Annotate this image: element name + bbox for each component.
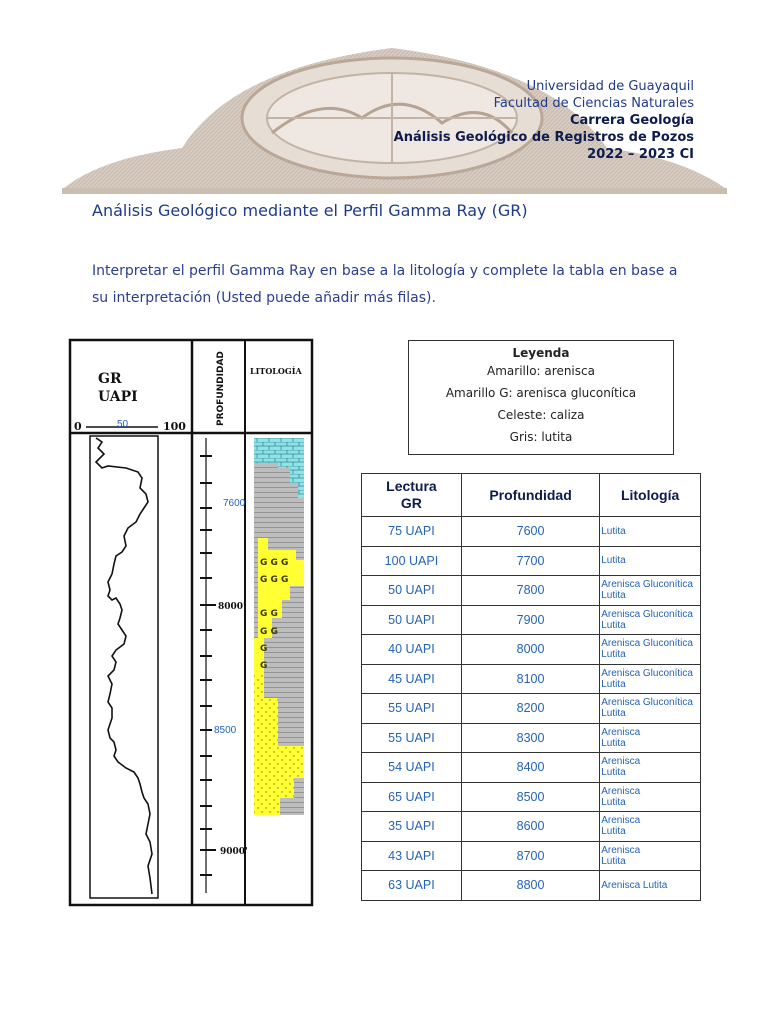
header-depth: Profundidad (461, 474, 599, 517)
lithology-cell[interactable]: Lutita (600, 546, 701, 576)
legend-box (408, 340, 674, 455)
lithology-column (254, 438, 304, 815)
depth-cell[interactable]: 8000 (461, 635, 599, 665)
depth-cell[interactable]: 7600 (461, 517, 599, 547)
depth-cell[interactable]: 7900 (461, 605, 599, 635)
depth-cell[interactable]: 8500 (461, 782, 599, 812)
svg-text:G G G: G G G (260, 558, 289, 568)
scale-mid: 50 (117, 419, 129, 430)
gr-reading-cell[interactable]: 100 UAPI (362, 546, 462, 576)
depth-cell[interactable]: 8800 (461, 871, 599, 901)
scale-min: 0 (74, 420, 82, 433)
table-row (362, 576, 701, 606)
table-row (362, 517, 701, 547)
gr-reading-cell[interactable]: 43 UAPI (362, 841, 462, 871)
lithology-header: LITOLOGÍA (250, 366, 302, 376)
table-row (362, 635, 701, 665)
legend-title: Leyenda (512, 346, 570, 360)
lithology-cell[interactable]: Arenisca Lutita (600, 723, 701, 753)
table-row (362, 753, 701, 783)
legend-item-sandstone: Amarillo: arenisca (487, 364, 595, 378)
academic-period: 2022 – 2023 CI (587, 147, 694, 162)
gr-reading-cell[interactable]: 50 UAPI (362, 576, 462, 606)
gr-reading-cell[interactable]: 50 UAPI (362, 605, 462, 635)
lithology-cell[interactable]: Arenisca Lutita (600, 782, 701, 812)
depth-cell[interactable]: 8700 (461, 841, 599, 871)
svg-text:G G: G G (260, 609, 278, 619)
instructions-text: Interpretar el perfil Gamma Ray en base a la litología y complete la tabla en base a su interpretación (Usted puede añadir más filas). (92, 263, 678, 306)
scale-max: 100 (163, 420, 186, 433)
gr-reading-cell[interactable]: 55 UAPI (362, 723, 462, 753)
table-row (362, 546, 701, 576)
lithology-cell[interactable]: Arenisca Gluconítica Lutita (600, 576, 701, 606)
gr-reading-cell[interactable]: 75 UAPI (362, 517, 462, 547)
table-row (362, 782, 701, 812)
interpretation-table (361, 473, 701, 901)
depth-label-9000: 9000' (220, 847, 248, 857)
table-row (362, 871, 701, 901)
depth-label-8500: 8500 (214, 725, 237, 736)
svg-text:G: G (260, 644, 268, 654)
gr-reading-cell[interactable]: 65 UAPI (362, 782, 462, 812)
gr-reading-cell[interactable]: 45 UAPI (362, 664, 462, 694)
depth-label-7600: 7600 (223, 498, 246, 509)
header-lithology: Litología (600, 474, 701, 517)
depth-cell[interactable]: 8600 (461, 812, 599, 842)
table-row (362, 694, 701, 724)
legend-item-glauconitic-sandstone: Amarillo G: arenisca gluconítica (445, 386, 637, 400)
gr-reading-cell[interactable]: 63 UAPI (362, 871, 462, 901)
table-row (362, 841, 701, 871)
faculty-name: Facultad de Ciencias Naturales (493, 96, 694, 111)
depth-header: PROFUNDIDAD (216, 351, 226, 426)
course-name: Análisis Geológico de Registros de Pozos (393, 130, 694, 145)
lithology-cell[interactable]: Arenisca Gluconítica Lutita (600, 605, 701, 635)
depth-cell[interactable]: 7700 (461, 546, 599, 576)
lithology-cell[interactable]: Arenisca Lutita (600, 753, 701, 783)
depth-cell[interactable]: 8200 (461, 694, 599, 724)
depth-cell[interactable]: 7800 (461, 576, 599, 606)
legend-item-limestone: Celeste: caliza (497, 408, 585, 422)
depth-cell[interactable]: 8100 (461, 664, 599, 694)
svg-text:G G: G G (260, 627, 278, 637)
svg-text:G: G (260, 661, 268, 671)
career-name: Carrera Geología (569, 113, 694, 128)
gr-reading-cell[interactable]: 55 UAPI (362, 694, 462, 724)
lithology-cell[interactable]: Arenisca Lutita (600, 841, 701, 871)
uapi-label: UAPI (98, 389, 138, 405)
page-title: Análisis Geológico mediante el Perfil Gamma Ray (GR) (92, 201, 528, 220)
depth-cell[interactable]: 8300 (461, 723, 599, 753)
lithology-cell[interactable]: Arenisca Gluconítica Lutita (600, 664, 701, 694)
table-row (362, 812, 701, 842)
gr-reading-cell[interactable]: 54 UAPI (362, 753, 462, 783)
table-row (362, 723, 701, 753)
table-header-row (362, 474, 701, 517)
depth-label-8000: 8000' (218, 602, 246, 612)
gr-reading-cell[interactable]: 40 UAPI (362, 635, 462, 665)
lithology-cell[interactable]: Lutita (600, 517, 701, 547)
gr-label: GR (98, 371, 122, 387)
university-name: Universidad de Guayaquil (526, 79, 694, 94)
lithology-cell[interactable]: Arenisca Gluconítica Lutita (600, 635, 701, 665)
lithology-cell[interactable]: Arenisca Gluconítica Lutita (600, 694, 701, 724)
header-institution-block (394, 78, 694, 163)
table-row (362, 664, 701, 694)
table-row (362, 605, 701, 635)
lithology-cell[interactable]: Arenisca Lutita (600, 812, 701, 842)
header-gr-reading: Lectura GR (362, 474, 462, 517)
lithology-cell[interactable]: Arenisca Lutita (600, 871, 701, 901)
depth-cell[interactable]: 8400 (461, 753, 599, 783)
legend-item-shale: Gris: lutita (509, 430, 573, 444)
svg-text:G G G: G G G (260, 575, 289, 585)
gr-reading-cell[interactable]: 35 UAPI (362, 812, 462, 842)
gamma-ray-log-figure (68, 338, 316, 908)
